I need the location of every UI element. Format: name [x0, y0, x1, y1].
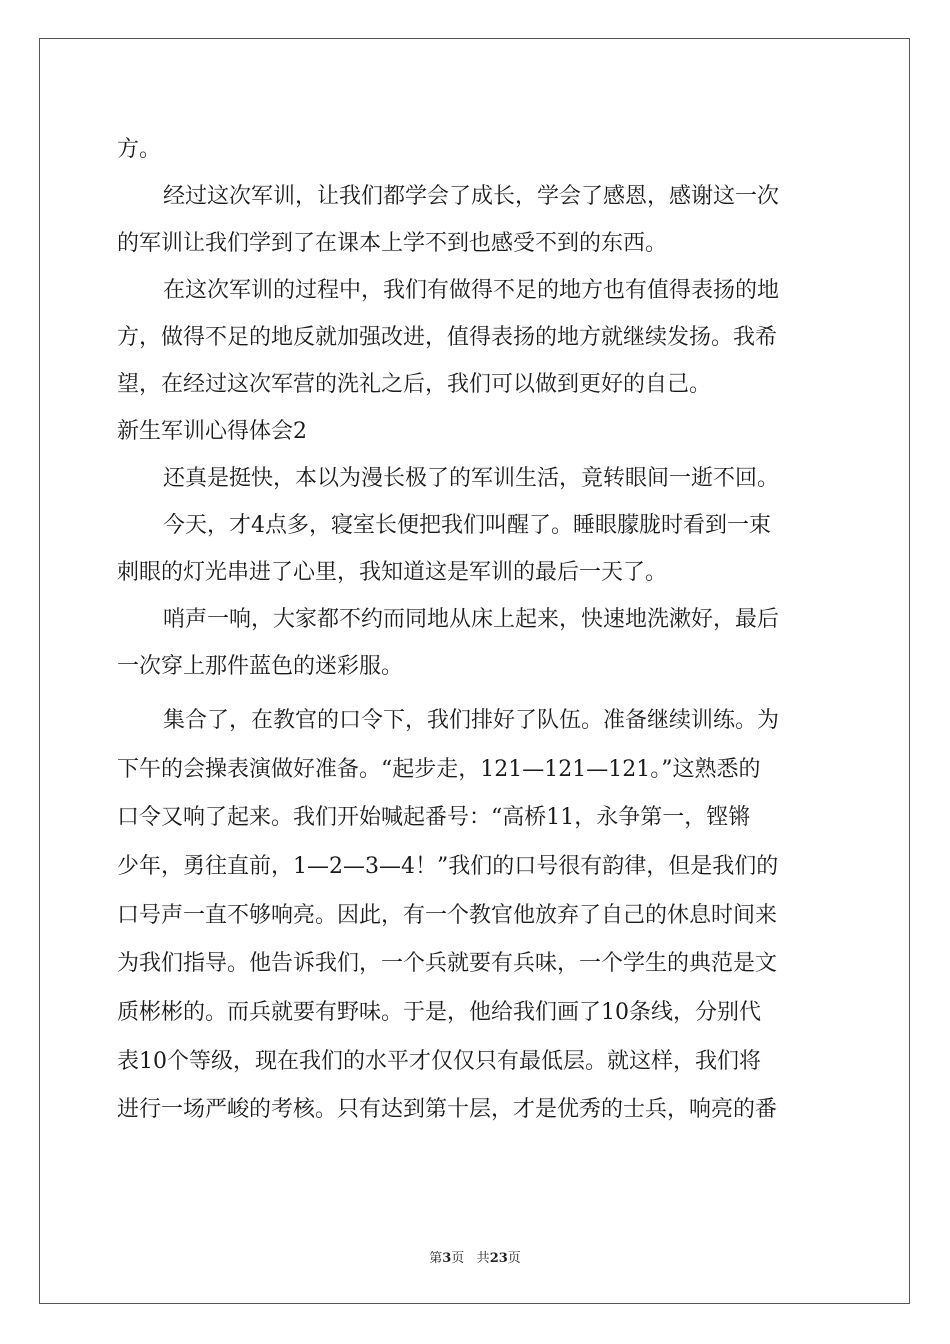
text-line: 少年，勇往直前，1—2—3—4！”我们的口号很有韵律，但是我们的: [117, 854, 779, 879]
text-line: 刺眼的灯光串进了心里，我知道这是军训的最后一天了。: [117, 560, 668, 585]
footer-total-prefix: 共: [476, 1251, 490, 1266]
paragraph-line: 集合了，在教官的口令下，我们排好了队伍。准备继续训练。为: [163, 708, 780, 733]
footer-page-suffix: 页: [451, 1251, 465, 1266]
page-footer: [0, 1247, 950, 1266]
total-pages-number: 23: [489, 1251, 508, 1266]
text-line: 质彬彬的。而兵就要有野味。于是，他给我们画了10条线，分别代: [117, 1000, 761, 1025]
section-heading: 新生军训心得体会2: [117, 419, 307, 444]
text-line: 口号声一直不够响亮。因此，有一个教官他放弃了自己的休息时间来: [117, 903, 778, 928]
text-line: 为我们指导。他告诉我们，一个兵就要有兵味，一个学生的典范是文: [117, 951, 778, 976]
paragraph-line: 哨声一响，大家都不约而同地从床上起来，快速地洗漱好，最后: [163, 607, 780, 632]
text-line: 表10个等级，现在我们的水平才仅仅只有最低层。就这样，我们将: [117, 1049, 761, 1074]
paragraph-line: 在这次军训的过程中，我们有做得不足的地方也有值得表扬的地: [163, 278, 780, 303]
text-line: 的军训让我们学到了在课本上学不到也感受不到的东西。: [117, 231, 668, 256]
text-line: 方，做得不足的地反就加强改进，值得表扬的地方就继续发扬。我希: [117, 325, 778, 350]
paragraph-line: 还真是挺快，本以为漫长极了的军训生活，竟转眼间一逝不回。: [163, 466, 780, 491]
text-line: 望，在经过这次军营的洗礼之后，我们可以做到更好的自己。: [117, 372, 712, 397]
text-line: 方。: [117, 137, 162, 162]
footer-total-suffix: 页: [507, 1251, 521, 1266]
current-page-number: 3: [442, 1251, 452, 1266]
text-line: 进行一场严峻的考核。只有达到第十层，才是优秀的士兵，响亮的番: [117, 1097, 778, 1122]
footer-prefix: 第: [429, 1251, 443, 1266]
text-line: 口令又响了起来。我们开始喊起番号：“高桥11，永争第一，铿锵: [117, 805, 751, 830]
paragraph-line: 今天，才4点多，寝室长便把我们叫醒了。睡眼朦胧时看到一束: [163, 513, 771, 538]
text-line: 一次穿上那件蓝色的迷彩服。: [117, 654, 404, 679]
paragraph-line: 经过这次军训，让我们都学会了成长，学会了感恩，感谢这一次: [163, 184, 780, 209]
text-line: 下午的会操表演做好准备。“起步走，121—121—121。”这熟悉的: [117, 757, 761, 782]
